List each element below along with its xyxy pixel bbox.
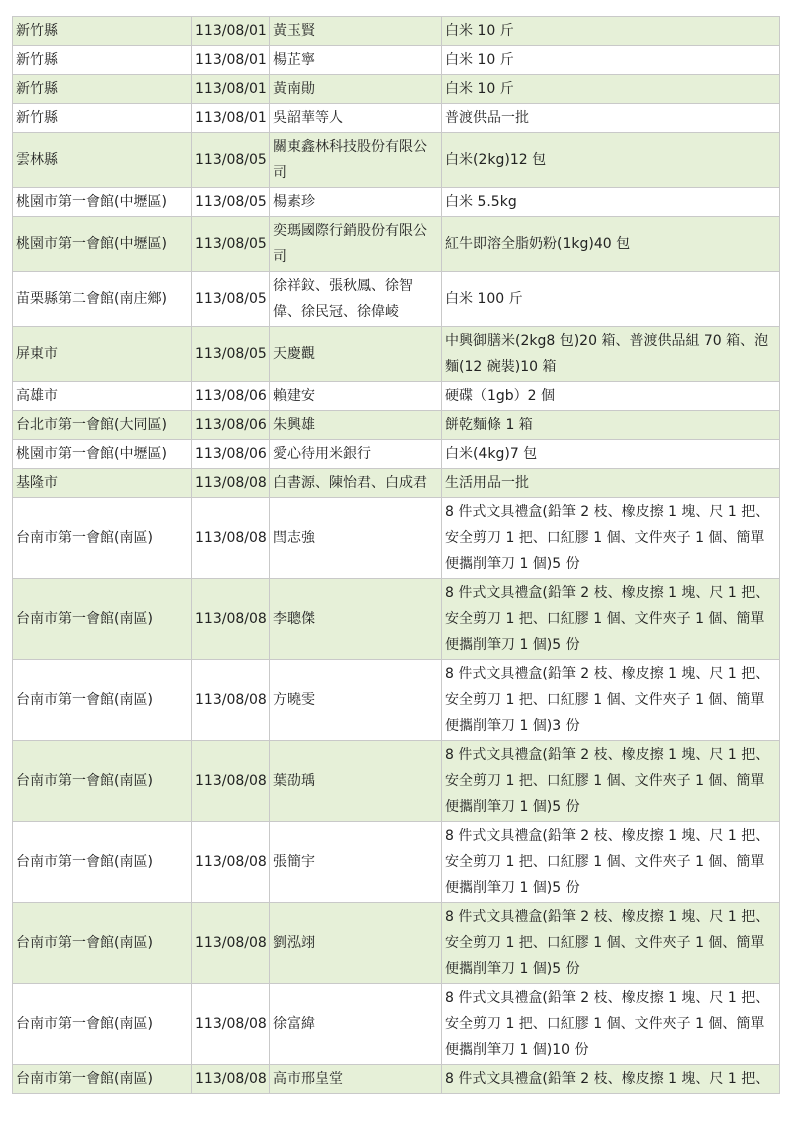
date-cell: 113/08/01 [192, 104, 270, 133]
date-cell: 113/08/08 [192, 660, 270, 741]
area-cell: 基隆市 [13, 469, 192, 498]
date-cell: 113/08/08 [192, 579, 270, 660]
donor-cell: 張簡宇 [270, 822, 442, 903]
table-row [13, 469, 780, 498]
table-row [13, 217, 780, 272]
item-cell: 8 件式文具禮盒(鉛筆 2 枝、橡皮擦 1 塊、尺 1 把、安全剪刀 1 把、口紅膠 1 個、文件夾子 1 個、簡單便攜削筆刀 1 個)5 份 [442, 741, 780, 822]
item-cell: 普渡供品一批 [442, 104, 780, 133]
date-cell: 113/08/01 [192, 46, 270, 75]
donor-cell: 關東鑫林科技股份有限公司 [270, 133, 442, 188]
date-cell: 113/08/08 [192, 498, 270, 579]
area-cell: 桃園市第一會館(中壢區) [13, 217, 192, 272]
date-cell: 113/08/05 [192, 272, 270, 327]
item-cell: 白米 5.5kg [442, 188, 780, 217]
date-cell: 113/08/05 [192, 133, 270, 188]
date-cell: 113/08/01 [192, 75, 270, 104]
item-cell: 8 件式文具禮盒(鉛筆 2 枝、橡皮擦 1 塊、尺 1 把、安全剪刀 1 把、口紅膠 1 個、文件夾子 1 個、簡單便攜削筆刀 1 個)3 份 [442, 660, 780, 741]
item-cell: 白米 10 斤 [442, 46, 780, 75]
donor-cell: 李聰傑 [270, 579, 442, 660]
item-cell: 8 件式文具禮盒(鉛筆 2 枝、橡皮擦 1 塊、尺 1 把、安全剪刀 1 把、口紅膠 1 個、文件夾子 1 個、簡單便攜削筆刀 1 個)10 份 [442, 984, 780, 1065]
item-cell: 8 件式文具禮盒(鉛筆 2 枝、橡皮擦 1 塊、尺 1 把、安全剪刀 1 把、口紅膠 1 個、文件夾子 1 個、簡單便攜削筆刀 1 個)5 份 [442, 903, 780, 984]
item-cell: 白米 10 斤 [442, 75, 780, 104]
donor-cell: 朱興雄 [270, 411, 442, 440]
table-row [13, 440, 780, 469]
date-cell: 113/08/08 [192, 1065, 270, 1094]
area-cell: 台南市第一會館(南區) [13, 741, 192, 822]
table-row [13, 272, 780, 327]
donor-cell: 葉劭瑀 [270, 741, 442, 822]
area-cell: 屏東市 [13, 327, 192, 382]
area-cell: 桃園市第一會館(中壢區) [13, 188, 192, 217]
date-cell: 113/08/05 [192, 327, 270, 382]
item-cell: 硬碟（1gb）2 個 [442, 382, 780, 411]
donor-cell: 吳韶華等人 [270, 104, 442, 133]
date-cell: 113/08/08 [192, 903, 270, 984]
table-row [13, 984, 780, 1065]
table-row [13, 579, 780, 660]
donation-table-body [13, 17, 780, 1094]
area-cell: 新竹縣 [13, 75, 192, 104]
item-cell: 8 件式文具禮盒(鉛筆 2 枝、橡皮擦 1 塊、尺 1 把、 [442, 1065, 780, 1094]
item-cell: 生活用品一批 [442, 469, 780, 498]
date-cell: 113/08/05 [192, 188, 270, 217]
donor-cell: 愛心待用米銀行 [270, 440, 442, 469]
date-cell: 113/08/08 [192, 741, 270, 822]
donor-cell: 徐祥鈫、張秋鳳、徐智偉、徐民冠、徐偉崚 [270, 272, 442, 327]
item-cell: 白米 100 斤 [442, 272, 780, 327]
area-cell: 高雄市 [13, 382, 192, 411]
table-row [13, 741, 780, 822]
area-cell: 新竹縣 [13, 17, 192, 46]
table-row [13, 382, 780, 411]
date-cell: 113/08/08 [192, 822, 270, 903]
item-cell: 白米(4kg)7 包 [442, 440, 780, 469]
area-cell: 台南市第一會館(南區) [13, 498, 192, 579]
area-cell: 桃園市第一會館(中壢區) [13, 440, 192, 469]
area-cell: 台南市第一會館(南區) [13, 903, 192, 984]
area-cell: 苗栗縣第二會館(南庄鄉) [13, 272, 192, 327]
table-row [13, 104, 780, 133]
item-cell: 餅乾麵條 1 箱 [442, 411, 780, 440]
donor-cell: 方曉雯 [270, 660, 442, 741]
donor-cell: 黃南勛 [270, 75, 442, 104]
table-row [13, 498, 780, 579]
table-row [13, 188, 780, 217]
date-cell: 113/08/01 [192, 17, 270, 46]
donor-cell: 賴建安 [270, 382, 442, 411]
table-row [13, 822, 780, 903]
area-cell: 台北市第一會館(大同區) [13, 411, 192, 440]
date-cell: 113/08/08 [192, 984, 270, 1065]
area-cell: 雲林縣 [13, 133, 192, 188]
item-cell: 8 件式文具禮盒(鉛筆 2 枝、橡皮擦 1 塊、尺 1 把、安全剪刀 1 把、口紅膠 1 個、文件夾子 1 個、簡單便攜削筆刀 1 個)5 份 [442, 498, 780, 579]
date-cell: 113/08/06 [192, 411, 270, 440]
area-cell: 台南市第一會館(南區) [13, 660, 192, 741]
area-cell: 台南市第一會館(南區) [13, 1065, 192, 1094]
table-row [13, 1065, 780, 1094]
item-cell: 8 件式文具禮盒(鉛筆 2 枝、橡皮擦 1 塊、尺 1 把、安全剪刀 1 把、口紅膠 1 個、文件夾子 1 個、簡單便攜削筆刀 1 個)5 份 [442, 822, 780, 903]
donor-cell: 天慶觀 [270, 327, 442, 382]
area-cell: 台南市第一會館(南區) [13, 822, 192, 903]
donor-cell: 楊芷寧 [270, 46, 442, 75]
item-cell: 紅牛即溶全脂奶粉(1kg)40 包 [442, 217, 780, 272]
table-row [13, 411, 780, 440]
donor-cell: 黃玉賢 [270, 17, 442, 46]
item-cell: 白米 10 斤 [442, 17, 780, 46]
item-cell: 8 件式文具禮盒(鉛筆 2 枝、橡皮擦 1 塊、尺 1 把、安全剪刀 1 把、口紅膠 1 個、文件夾子 1 個、簡單便攜削筆刀 1 個)5 份 [442, 579, 780, 660]
table-row [13, 327, 780, 382]
donor-cell: 高市邢皇堂 [270, 1065, 442, 1094]
area-cell: 新竹縣 [13, 46, 192, 75]
donor-cell: 白書源、陳怡君、白成君 [270, 469, 442, 498]
area-cell: 台南市第一會館(南區) [13, 579, 192, 660]
table-row [13, 75, 780, 104]
donor-cell: 楊素珍 [270, 188, 442, 217]
donor-cell: 徐富緯 [270, 984, 442, 1065]
table-row [13, 17, 780, 46]
table-row [13, 660, 780, 741]
item-cell: 中興御膳米(2kg8 包)20 箱、普渡供品組 70 箱、泡麵(12 碗裝)10 箱 [442, 327, 780, 382]
donor-cell: 閆志強 [270, 498, 442, 579]
donor-cell: 奕瑪國際行銷股份有限公司 [270, 217, 442, 272]
item-cell: 白米(2kg)12 包 [442, 133, 780, 188]
date-cell: 113/08/08 [192, 469, 270, 498]
table-row [13, 903, 780, 984]
date-cell: 113/08/06 [192, 440, 270, 469]
area-cell: 台南市第一會館(南區) [13, 984, 192, 1065]
date-cell: 113/08/05 [192, 217, 270, 272]
area-cell: 新竹縣 [13, 104, 192, 133]
table-row [13, 133, 780, 188]
table-row [13, 46, 780, 75]
date-cell: 113/08/06 [192, 382, 270, 411]
donor-cell: 劉泓翊 [270, 903, 442, 984]
donation-table [12, 16, 780, 1094]
